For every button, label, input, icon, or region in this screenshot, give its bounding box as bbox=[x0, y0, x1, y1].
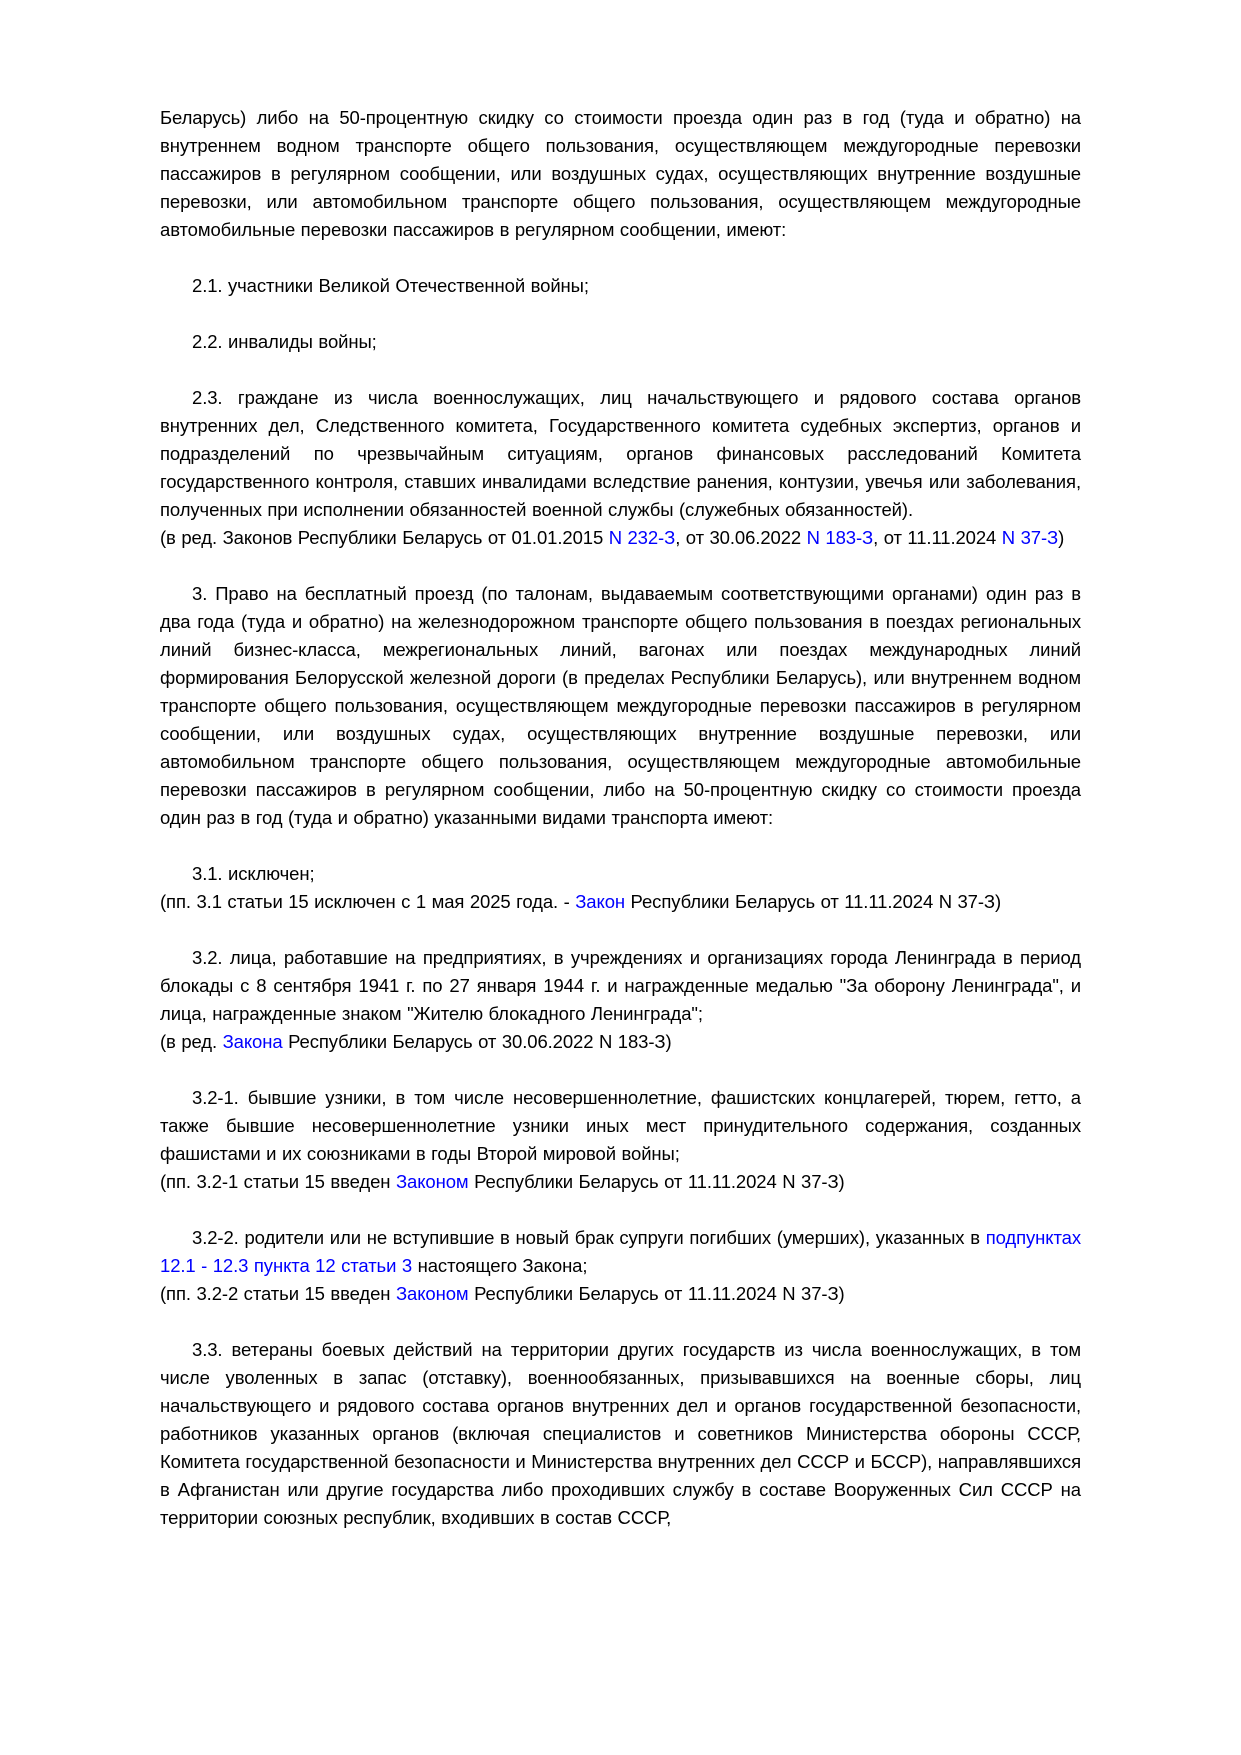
legal-reference-link[interactable]: N 183-З bbox=[806, 527, 874, 548]
exclusion-note-3.1 bbox=[160, 888, 1081, 916]
legal-reference-link[interactable]: Закона bbox=[222, 1031, 283, 1052]
text-run: (в ред. Законов Республики Беларусь от 01.01.2015 bbox=[160, 527, 609, 548]
text-run: 2.2. инвалиды войны; bbox=[192, 331, 377, 352]
paragraph-3.2-2 bbox=[160, 1224, 1081, 1280]
paragraph-3.3 bbox=[160, 1336, 1081, 1532]
text-run: (пп. 3.2-1 статьи 15 введен bbox=[160, 1171, 396, 1192]
text-run: , от 30.06.2022 bbox=[675, 527, 807, 548]
text-run: 3.2-2. родители или не вступившие в новый брак супруги погибших (умерших), указанных в bbox=[192, 1227, 986, 1248]
introduction-note-3.2-2 bbox=[160, 1280, 1081, 1308]
legal-reference-link[interactable]: Закон bbox=[575, 891, 626, 912]
text-run: 3.3. ветераны боевых действий на территории других государств из числа военнослужащих, в том числе уволенных в запас (отставку), военнообязанных, призывавшихся на военные сборы, лиц начальствующего и рядового состава органов внутренних дел и органов государственной безопасности, работников указанных органов (включая специалистов и советников Министерства обороны СССР, Комитета государственной безопасности и Министерства внутренних дел СССР и БССР), направлявшихся в Афганистан или другие государства либо проходивших службу в составе Вооруженных Сил СССР на территории союзных республик, входивших в состав СССР, bbox=[160, 1339, 1081, 1528]
paragraph-3.2 bbox=[160, 944, 1081, 1028]
text-run: Республики Беларусь от 11.11.2024 N 37-З) bbox=[468, 1171, 845, 1192]
text-run: ) bbox=[1058, 527, 1065, 548]
text-run: (пп. 3.1 статьи 15 исключен с 1 мая 2025 года. - bbox=[160, 891, 576, 912]
text-run: 3. Право на бесплатный проезд (по талонам, выдаваемым соответствующими органами) один раз в два года (туда и обратно) на железнодорожном транспорте общего пользования в поездах региональных линий бизнес-класса, межрегиональных линий, вагонах или поездах международных линий формирования Белорусской железной дороги (в пределах Республики Беларусь), или внутреннем водном транспорте общего пользования, осуществляющем междугородные перевозки пассажиров в регулярном сообщении, или воздушных судах, осуществляющих внутренние воздушные перевозки, или автомобильном транспорте общего пользования, осуществляющем междугородные автомобильные перевозки пассажиров в регулярном сообщении, либо на 50-процентную скидку со стоимости проезда один раз в год (туда и обратно) указанными видами транспорта имеют: bbox=[160, 583, 1081, 828]
paragraph-2.2 bbox=[160, 328, 1081, 356]
legal-reference-link[interactable]: N 37-З bbox=[1001, 527, 1059, 548]
paragraph-3.1 bbox=[160, 860, 1081, 888]
amendment-note-3.2 bbox=[160, 1028, 1081, 1056]
paragraph-2-intro-continuation bbox=[160, 104, 1081, 244]
text-run: Республики Беларусь от 30.06.2022 N 183-З) bbox=[282, 1031, 672, 1052]
introduction-note-3.2-1 bbox=[160, 1168, 1081, 1196]
text-run: , от 11.11.2024 bbox=[873, 527, 1002, 548]
paragraph-3.2-1 bbox=[160, 1084, 1081, 1168]
paragraph-3 bbox=[160, 580, 1081, 832]
text-run: 3.2. лица, работавшие на предприятиях, в учреждениях и организациях города Ленинграда в период блокады с 8 сентября 1941 г. по 27 января 1944 г. и награжденные медалью "За оборону Ленинграда", и лица, награжденные знаком "Жителю блокадного Ленинграда"; bbox=[160, 947, 1081, 1024]
text-run: Республики Беларусь от 11.11.2024 N 37-З) bbox=[625, 891, 1002, 912]
text-run: 3.1. исключен; bbox=[192, 863, 315, 884]
paragraph-2.3 bbox=[160, 384, 1081, 524]
text-run: (в ред. bbox=[160, 1031, 223, 1052]
legal-reference-link[interactable]: N 232-З bbox=[608, 527, 676, 548]
text-run: (пп. 3.2-2 статьи 15 введен bbox=[160, 1283, 396, 1304]
amendment-note-2.3 bbox=[160, 524, 1081, 552]
text-run: Беларусь) либо на 50-процентную скидку со стоимости проезда один раз в год (туда и обратно) на внутреннем водном транспорте общего пользования, осуществляющем междугородные перевозки пассажиров в регулярном сообщении, или воздушных судах, осуществляющих внутренние воздушные перевозки, или автомобильном транспорте общего пользования, осуществляющем междугородные автомобильные перевозки пассажиров в регулярном сообщении, имеют: bbox=[160, 107, 1081, 240]
text-run: настоящего Закона; bbox=[412, 1255, 588, 1276]
text-run: 3.2-1. бывшие узники, в том числе несовершеннолетние, фашистских концлагерей, тюрем, гетто, а также бывшие несовершеннолетние узники иных мест принудительного содержания, созданных фашистами и их союзниками в годы Второй мировой войны; bbox=[160, 1087, 1081, 1164]
document-body bbox=[160, 104, 1081, 1532]
legal-reference-link[interactable]: Законом bbox=[395, 1171, 469, 1192]
text-run: 2.3. граждане из числа военнослужащих, лиц начальствующего и рядового состава органов внутренних дел, Следственного комитета, Государственного комитета судебных экспертиз, органов и подразделений по чрезвычайным ситуациям, органов финансовых расследований Комитета государственного контроля, ставших инвалидами вследствие ранения, контузии, увечья или заболевания, полученных при исполнении обязанностей военной службы (служебных обязанностей). bbox=[160, 387, 1081, 520]
text-run: 2.1. участники Великой Отечественной войны; bbox=[192, 275, 589, 296]
legal-reference-link[interactable]: подпунктах 12.1 - 12.3 пункта 12 статьи 3 bbox=[160, 1227, 1081, 1276]
paragraph-2.1 bbox=[160, 272, 1081, 300]
text-run: Республики Беларусь от 11.11.2024 N 37-З) bbox=[468, 1283, 845, 1304]
legal-reference-link[interactable]: Законом bbox=[395, 1283, 469, 1304]
